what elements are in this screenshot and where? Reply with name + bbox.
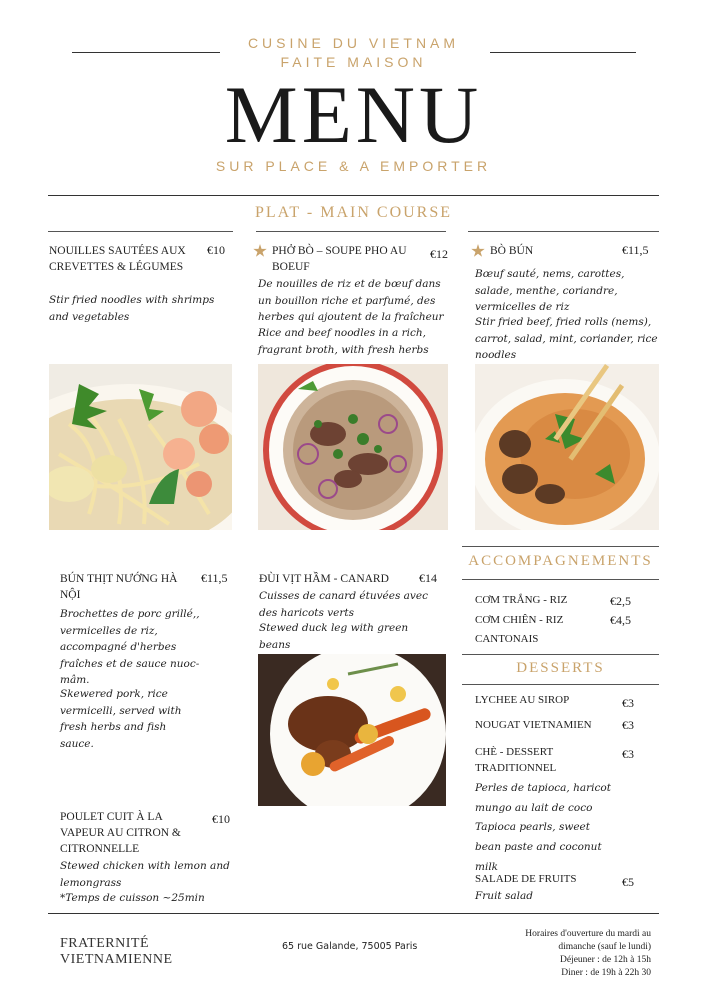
- dish-desc: Stewed chicken with lemon and lemongrass: [60, 860, 230, 889]
- dessert-price: €3: [622, 718, 634, 732]
- noodles-photo: [49, 364, 232, 530]
- page-title: MENU: [224, 69, 483, 160]
- opening-hours: [508, 928, 651, 980]
- col3-rule: [468, 231, 659, 232]
- side-price: €4,5: [610, 613, 631, 627]
- header-subtitle: SUR PLACE & A EMPORTER: [215, 158, 492, 174]
- star-icon: [253, 244, 267, 258]
- pho-photo: [258, 364, 448, 530]
- section-title-desserts: DESSERTS: [516, 660, 605, 676]
- dish-desc-en: Stir fried beef, fried rolls (nems), carrot, salad, mint, coriander, rice noodles: [475, 316, 658, 361]
- dish-name: POULET CUIT À LA VAPEUR AU CITRON & CITRONNELLE: [60, 811, 181, 855]
- header-line2: FAITE MAISON: [280, 54, 427, 70]
- dish-desc-en: Skewered pork, rice vermicelli, served with fresh herbs and fish sauce.: [60, 688, 182, 750]
- bo-bun-photo: [475, 364, 659, 530]
- divider-footer: [48, 913, 659, 914]
- hours-lunch: Déjeuner : de 12h à 15h: [559, 955, 651, 965]
- col2-rule: [256, 231, 446, 232]
- dish-price: €11,5: [622, 243, 649, 257]
- dish-name: NOUILLES SAUTÉES AUX CREVETTES & LÉGUMES: [49, 245, 186, 273]
- desserts-rule-bottom: [462, 684, 659, 685]
- star-icon: [471, 244, 485, 258]
- dessert-name: SALADE DE FRUITS: [475, 873, 577, 885]
- dessert-name: NOUGAT VIETNAMIEN: [475, 719, 592, 731]
- side-price: €2,5: [610, 594, 631, 608]
- sides-rule-top: [462, 546, 659, 547]
- side-name: CƠM TRẮNG - RIZ: [475, 594, 568, 606]
- dessert-name: CHÈ - DESSERT TRADITIONNEL: [475, 746, 557, 774]
- dish-name: ĐÙI VỊT HẦM - CANARD: [259, 573, 389, 585]
- sides-rule-bottom: [462, 579, 659, 580]
- dessert-desc-en: Tapioca pearls, sweet bean paste and coconut milk: [475, 821, 602, 873]
- dish-name: PHỞ BÒ – SOUPE PHO AU BOEUF: [272, 245, 407, 273]
- dessert-price: €5: [622, 875, 634, 889]
- dish-name: BÚN THỊT NƯỚNG HÀ NỘI: [60, 573, 178, 601]
- dish-desc: Cuisses de canard étuvées avec des haricots verts: [259, 590, 428, 619]
- dessert-desc: Perles de tapioca, haricot mungo au lait de coco: [475, 782, 611, 814]
- brand-name: FRATERNITÉ VIETNAMIENNE: [60, 936, 173, 967]
- dish-price: €10: [212, 812, 230, 826]
- dish-desc-en: Stewed duck leg with green beans: [259, 622, 409, 651]
- duck-photo: [258, 654, 446, 806]
- side-name: CƠM CHIÊN - RIZ CANTONAIS: [475, 614, 564, 645]
- section-title-sides: ACCOMPAGNEMENTS: [468, 553, 653, 569]
- hours-title: Horaires d'ouverture du mardi au dimanche (sauf le lundi): [525, 929, 651, 952]
- dish-price: €14: [419, 571, 437, 585]
- dessert-price: €3: [622, 696, 634, 710]
- dish-desc: Bœuf sauté, nems, carottes, salade, menthe, coriandre, vermicelles de riz: [475, 268, 625, 313]
- header-line1: CUSINE DU VIETNAM: [247, 35, 460, 51]
- desserts-rule-top: [462, 654, 659, 655]
- hours-dinner: Diner : de 19h à 22h 30: [561, 968, 651, 978]
- divider-top: [48, 195, 659, 196]
- dish-price: €12: [430, 247, 448, 261]
- header-rule-right: [490, 52, 636, 53]
- dish-price: €11,5: [201, 571, 228, 585]
- col1-rule: [48, 231, 233, 232]
- header-rule-left: [72, 52, 220, 53]
- dish-desc: Brochettes de porc grillé,, vermicelles de riz, accompagné d'herbes fraîches et de sauce nuoc-mâm.: [60, 608, 200, 686]
- dish-desc: De nouilles de riz et de bœuf dans un bouillon riche et parfumé, des herbes qui ajoutent de la fraîcheur: [258, 278, 444, 323]
- dessert-price: €3: [622, 747, 634, 761]
- dish-desc: Stir fried noodles with shrimps and vegetables: [49, 294, 215, 323]
- section-title-main: PLAT - MAIN COURSE: [254, 204, 453, 221]
- dessert-name: LYCHEE AU SIROP: [475, 694, 570, 706]
- dish-name: BÒ BÚN: [490, 245, 534, 257]
- dessert-desc: Fruit salad: [475, 890, 533, 902]
- dish-note: *Temps de cuisson ~25min: [60, 892, 205, 904]
- address: 65 rue Galande, 75005 Paris: [282, 941, 418, 952]
- dish-price: €10: [207, 243, 225, 257]
- dish-desc-en: Rice and beef noodles in a rich, fragrant broth, with fresh herbs: [258, 327, 429, 356]
